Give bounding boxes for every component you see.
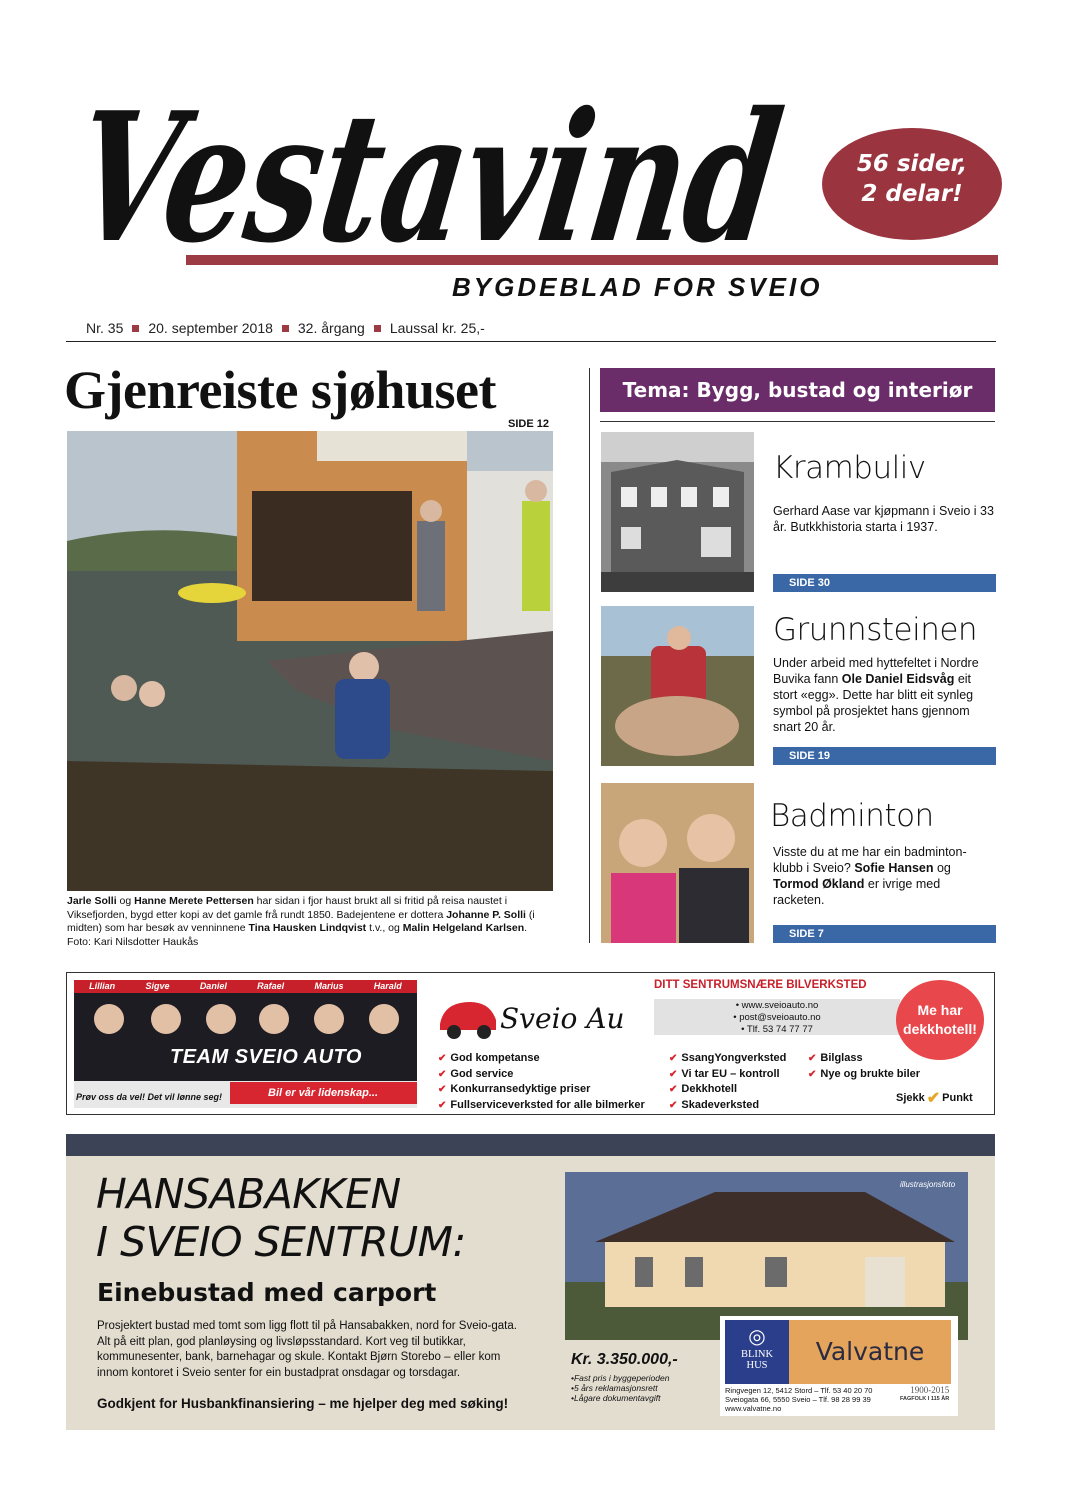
separator-square: [132, 325, 139, 332]
realestate-subheading: Einebustad med carport: [97, 1278, 437, 1307]
service-list: ✔ SsangYongverksted ✔ Vi tar EU – kontroll ✔ Dekkhotell ✔ Skadeverksted: [669, 1051, 786, 1113]
service-list: ✔ Bilglass ✔ Nye og brukte biler: [808, 1051, 920, 1082]
badge-line1: 56 sider,: [856, 151, 968, 177]
lead-photo[interactable]: [67, 431, 553, 891]
page-count-badge: [822, 128, 1002, 240]
realestate-headline: HANSABAKKEN I SVEIO SENTRUM:: [96, 1170, 466, 1266]
story-title[interactable]: Badminton: [770, 798, 934, 834]
realestate-topbar: [66, 1134, 995, 1156]
price: Kr. 3.350.000,-: [571, 1351, 678, 1368]
story-page-ref[interactable]: SIDE 7: [773, 925, 996, 943]
valvatne-logo: Valvatne: [789, 1320, 951, 1384]
story-photo-badminton[interactable]: [601, 783, 754, 943]
lead-headline[interactable]: Gjenreiste sjøhuset: [64, 360, 496, 420]
contact-box[interactable]: • www.sveioauto.no • post@sveioauto.no • Tlf. 53 74 77 77: [654, 999, 900, 1035]
story-text: Gerhard Aase var kjøpmann i Sveio i 33 år. Butkkhistoria starta i 1937.: [773, 504, 994, 534]
realestate-approval: Godkjent for Husbankfinansiering – me hjelper deg med søking!: [97, 1396, 509, 1411]
story-text: Visste du at me har ein badminton-klubb i Sveio? Sofie Hansen og Tormod Økland er ivrige med racketen.: [773, 845, 967, 907]
issue-price: Laussal kr. 25,-: [389, 320, 485, 336]
logo-wordmark: Vestavind: [88, 73, 808, 283]
ad-headline: DITT SENTRUMSNÆRE BILVERKSTED: [654, 979, 867, 991]
sveio-auto-wordmark: Sveio Au: [500, 1002, 625, 1035]
sveio-auto-logo[interactable]: [436, 984, 626, 1044]
photo-label: illustrasjonsfoto: [900, 1180, 956, 1189]
valvatne-years: 1900-2015 FAGFOLK I 115 ÅR: [900, 1385, 950, 1402]
story-text: Under arbeid med hyttefeltet i Nordre Buvika fann Ole Daniel Eidsvåg eit stort «egg». Dette har blitt eit synleg symbol på prosjektet hans gjennom snart 20 år.: [773, 656, 979, 734]
theme-banner[interactable]: Tema: Bygg, bustad og interiør: [600, 368, 995, 412]
story-page-ref[interactable]: SIDE 19: [773, 747, 996, 765]
masthead-rule: [66, 341, 996, 342]
separator-square: [282, 325, 289, 332]
column-rule: [589, 368, 590, 943]
dekkhotell-bubble: Me har dekkhotell!: [896, 980, 984, 1060]
team-slogan: Prøv oss da vel! Det vil lønne seg!: [76, 1092, 223, 1102]
issue-line: [86, 320, 485, 336]
valvatne-address: Ringvegen 12, 5412 Stord – Tlf. 53 40 20 70 Sveiogata 66, 5550 Sveio – Tlf. 98 28 99 39 www.valvatne.no: [725, 1386, 873, 1413]
spiral-icon: ◎: [748, 1326, 766, 1348]
lead-page-ref: SIDE 12: [508, 418, 549, 430]
house-photo[interactable]: [565, 1172, 968, 1340]
issue-date: 20. september 2018: [148, 320, 273, 336]
story-page-ref[interactable]: SIDE 30: [773, 574, 996, 592]
team-slogan-red: Bil er vår lidenskap...: [230, 1082, 417, 1104]
story-photo-krambuliv[interactable]: [601, 432, 754, 592]
price-bullets: • Fast pris i byggeperioden • 5 års reklamasjonsrett • Lågare dokumentavgift: [571, 1373, 669, 1403]
separator-square: [374, 325, 381, 332]
issue-year: 32. årgang: [297, 320, 365, 336]
check-icon: ✔: [926, 1090, 941, 1107]
realestate-body: Prosjektert bustad med tomt som ligg flott til på Hansabakken, nord for Sveio-gata. Alt på eitt plan, god planløysing og livsløpsstandard. Kort veg til butikkar, kommunesenter, bank, barnehagar og skule. Kontakt Bjørn Storebo – eller kom innom kontoret i Sveio senter for ein bustadprat onsdagar og torsdagar.: [97, 1320, 517, 1379]
story-title[interactable]: Grunnsteinen: [773, 612, 978, 648]
story-title[interactable]: Krambuliv: [773, 450, 926, 486]
lead-caption: Jarle Solli og Hanne Merete Pettersen har sidan i fjor haust brukt all si fritid på reisa naustet i Viksefjorden, bygd etter kopi av det gamle frå rundt 1850. Badejentene er dottera Johanne P. Solli (i midten) som har besøk av venninnene Tina Hausken Lindqvist t.v., og Malin Helgeland Karlsen. Foto: Kari Nilsdotter Haukås: [67, 895, 535, 948]
tagline: BYGDEBLAD FOR SVEIO: [452, 272, 823, 302]
blink-hus-logo: ◎ BLINK HUS: [725, 1320, 789, 1384]
team-names: Lillian Sigve Daniel Rafael Marius Harald: [74, 980, 417, 993]
badge-line2: 2 delar!: [861, 181, 963, 207]
masthead-bar: [186, 255, 998, 265]
service-list: ✔ God kompetanse ✔ God service ✔ Konkurransedyktige priser ✔ Fullserviceverksted for alle bilmerker: [438, 1051, 645, 1113]
sjekk-punkt-logo: Sjekk ✔ Punkt: [896, 1090, 973, 1107]
theme-rule: [600, 421, 995, 422]
issue-number: Nr. 35: [86, 320, 124, 336]
masthead-logo: [88, 62, 808, 302]
story-photo-grunnsteinen[interactable]: [601, 606, 754, 766]
photo-credit: Foto: Kari Nilsdotter Haukås: [67, 935, 199, 948]
team-banner: TEAM SVEIO AUTO: [170, 1046, 362, 1068]
